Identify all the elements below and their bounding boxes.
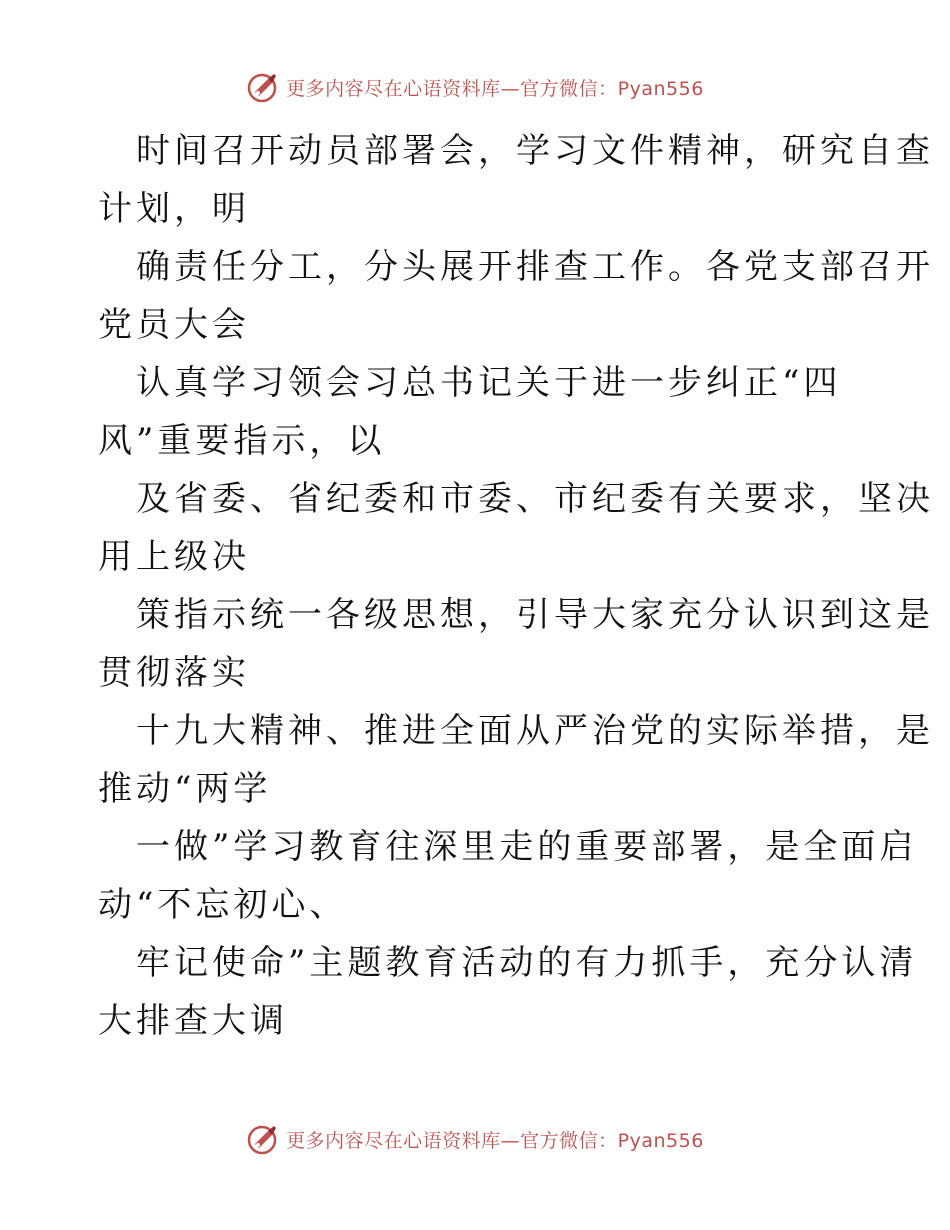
text-line: 用上级决	[98, 537, 250, 577]
footer-banner	[0, 1122, 950, 1156]
text-line: 及省委、省纪委和市委、市纪委有关要求，坚决	[136, 479, 934, 519]
text-line: 十九大精神、推进全面从严治党的实际举措，是	[136, 711, 934, 751]
text-line: 计划，明	[98, 189, 250, 229]
pen-logo-icon	[246, 70, 280, 104]
banner-text: 更多内容尽在心语资料库—官方微信：Pyan556	[286, 1129, 704, 1152]
text-line: 贯彻落实	[98, 653, 250, 693]
text-line: 策指示统一各级思想，引导大家充分认识到这是	[136, 595, 934, 635]
text-line: 确责任分工，分头展开排查工作。各党支部召开	[136, 247, 934, 287]
document-body	[98, 122, 934, 1050]
banner-text: 更多内容尽在心语资料库—官方微信：Pyan556	[286, 77, 704, 100]
text-line: 动“不忘初心、	[98, 885, 348, 925]
text-line: 风”重要指示，以	[98, 421, 386, 461]
text-line: 大排查大调	[98, 1001, 288, 1041]
text-line: 时间召开动员部署会，学习文件精神，研究自查	[136, 131, 934, 171]
text-line: 一做”学习教育往深里走的重要部署，是全面启	[136, 827, 918, 867]
header-banner	[0, 70, 950, 104]
text-line: 牢记使命”主题教育活动的有力抓手，充分认清	[136, 943, 918, 983]
text-line: 党员大会	[98, 305, 250, 345]
pen-logo-icon	[246, 1122, 280, 1156]
text-line: 推动“两学	[98, 769, 272, 809]
text-line: 认真学习领会习总书记关于进一步纠正“四	[136, 363, 842, 403]
